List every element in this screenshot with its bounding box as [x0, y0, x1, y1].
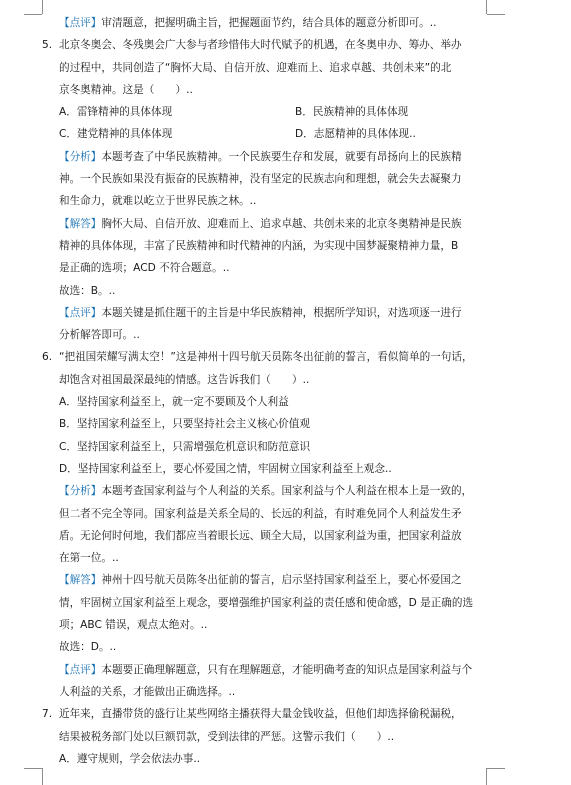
crop-mark-bottom-left-v: [42, 768, 43, 785]
question-number: 5.: [42, 39, 53, 52]
option-item: B．民族精神的具体体现: [295, 106, 409, 119]
line-text: 本题要正确理解题意，只有在理解题意，才能明确考查的知识点是国家利益与个: [101, 663, 473, 676]
line-text: 神。一个民族如果没有振奋的民族精神，没有坚定的民族志向和理想，就会失去凝聚力: [59, 173, 462, 186]
option-item: A．遵守规则，学会依法办事..: [59, 752, 201, 765]
line-text: 情，牢固树立国家利益至上观念，要增强维护国家利益的责任感和使命感，D 是正确的选: [59, 596, 474, 609]
comment-line: [42, 324, 532, 346]
comment-line: [42, 235, 532, 257]
line-text: 和生命力，就难以屹立于世界民族之林。..: [59, 195, 257, 208]
line-text: 近年来，直播带货的盛行让某些网络主播获得大量金钱收益，但他们却选择偷税漏税，: [59, 708, 462, 721]
comment-line: [42, 525, 532, 547]
comment-line: [42, 569, 532, 591]
line-text: 盾。无论何时何地，我们都应当着眼长远、顾全大局，以国家利益为重，把国家利益放: [59, 529, 462, 542]
option-item: A．坚持国家利益至上，就一定不要顾及个人利益: [59, 396, 289, 409]
comment-block: [42, 302, 532, 347]
comment-line: [42, 146, 532, 168]
comment-line: [42, 659, 532, 681]
question-number: 7.: [42, 708, 53, 721]
options-col-block: [42, 391, 532, 480]
comment-block: [42, 12, 532, 34]
comment-tag: 【分析】: [59, 485, 102, 498]
line-text: “把祖国荣耀写满太空！”这是神州十四号航天员陈冬出征前的誓言，看似简单的一句话，: [59, 351, 473, 364]
comment-block: [42, 659, 532, 704]
comment-line: [42, 547, 532, 569]
line-text: 本题考查国家利益与个人利益的关系。国家利益与个人利益在根本上是一致的，: [101, 485, 473, 498]
line-text: 故选：B。..: [59, 284, 116, 297]
line-text: 项；ABC 错误，观点太绝对。..: [59, 619, 208, 632]
option-row: [42, 101, 532, 123]
option-item: C．坚持国家利益至上，只需增强危机意识和防范意识: [59, 440, 311, 453]
comment-tag: 【解答】: [59, 574, 102, 587]
line-text: 本题考查了中华民族精神。一个民族要生存和发展，就要有昂扬向上的民族精: [101, 150, 462, 163]
comment-line: [42, 614, 532, 636]
answer-block: [42, 280, 532, 302]
comment-line: [42, 302, 532, 324]
option-item: A．雷锋精神的具体体现: [59, 106, 173, 119]
line-text: 却饱含对祖国最深最纯的情感。这告诉我们（ ）..: [59, 373, 310, 386]
question-block: [42, 34, 532, 101]
comment-line: [42, 592, 532, 614]
comment-block: [42, 146, 532, 213]
question-line: [42, 369, 532, 391]
options-block: [42, 101, 532, 146]
question-line: [42, 726, 532, 748]
comment-line: [42, 168, 532, 190]
document-body: [42, 12, 532, 770]
line-text: 故选：D。..: [59, 641, 117, 654]
question-line: [42, 79, 532, 101]
option-row: [42, 123, 532, 145]
question-line: [42, 57, 532, 79]
line-text: 审清题意，把握明确主旨，把握题面节约，结合具体的题意分析即可。..: [101, 17, 437, 29]
line-text: 人利益的关系，才能做出正确选择。..: [59, 685, 236, 698]
line-text: 京冬奥精神。这是（ ）..: [59, 83, 193, 96]
line-text: 在第一位。..: [59, 552, 119, 565]
crop-mark-bottom-left-h: [24, 768, 42, 769]
comment-line: [42, 213, 532, 235]
question-block: [42, 703, 532, 748]
comment-block: [42, 569, 532, 636]
question-line: [42, 703, 532, 725]
line-text: 的过程中，共同创造了“胸怀大局、自信开放、迎难而上、追求卓越、共创未来”的北: [59, 61, 452, 74]
question-line: [42, 34, 532, 56]
crop-mark-bottom-right-v: [486, 768, 487, 785]
comment-tag: 【点评】: [59, 306, 102, 319]
line-text: 神州十四号航天员陈冬出征前的誓言，启示坚持国家利益至上，要心怀爱国之: [101, 574, 462, 587]
answer-line: [42, 636, 532, 658]
question-block: [42, 346, 532, 391]
comment-line: [42, 480, 532, 502]
crop-mark-top-left-h: [24, 14, 42, 15]
line-text: 分析解答即可。..: [59, 329, 140, 342]
comment-line: [42, 681, 532, 703]
comment-line: [42, 503, 532, 525]
line-text: 结果被税务部门处以巨额罚款，受到法律的严惩。这警示我们（ ）..: [59, 730, 395, 743]
comment-block: [42, 213, 532, 280]
comment-tag: 【分析】: [59, 150, 102, 163]
comment-line: [42, 190, 532, 212]
comment-block: [42, 480, 532, 569]
option-item: D．志愿精神的具体体现..: [295, 128, 416, 141]
answer-line: [42, 280, 532, 302]
line-text: 胸怀大局、自信开放、迎难而上、追求卓越、共创未来的北京冬奥精神是民族: [101, 217, 462, 230]
comment-tag: 【点评】: [59, 17, 102, 29]
options-col-block: [42, 748, 532, 770]
comment-tag: 【点评】: [59, 663, 102, 676]
line-text: 是正确的选项；ACD 不符合题意。..: [59, 262, 230, 275]
answer-block: [42, 636, 532, 658]
option-item: C．建党精神的具体体现: [59, 128, 173, 141]
line-text: 北京冬奥会、冬残奥会广大参与者珍惜伟大时代赋予的机遇，在冬奥申办、筹办、举办: [59, 39, 462, 52]
line-text: 精神的具体体现，丰富了民族精神和时代精神的内涵，为实现中国梦凝聚精神力量，B: [59, 239, 459, 252]
comment-tag: 【解答】: [59, 217, 102, 230]
option-item: B．坚持国家利益至上，只要坚持社会主义核心价值观: [59, 418, 310, 431]
option-item: D．坚持国家利益至上，要心怀爱国之情，牢固树立国家利益至上观念..: [59, 462, 392, 475]
line-text: 但二者不完全等同。国家利益是关系全局的、长远的利益，有时难免同个人利益发生矛: [59, 507, 462, 520]
question-number: 6.: [42, 351, 53, 364]
comment-line: [42, 12, 532, 34]
line-text: 本题关键是抓住题干的主旨是中华民族精神，根据所学知识，对选项逐一进行: [101, 306, 462, 319]
comment-line: [42, 257, 532, 279]
question-line: [42, 346, 532, 368]
